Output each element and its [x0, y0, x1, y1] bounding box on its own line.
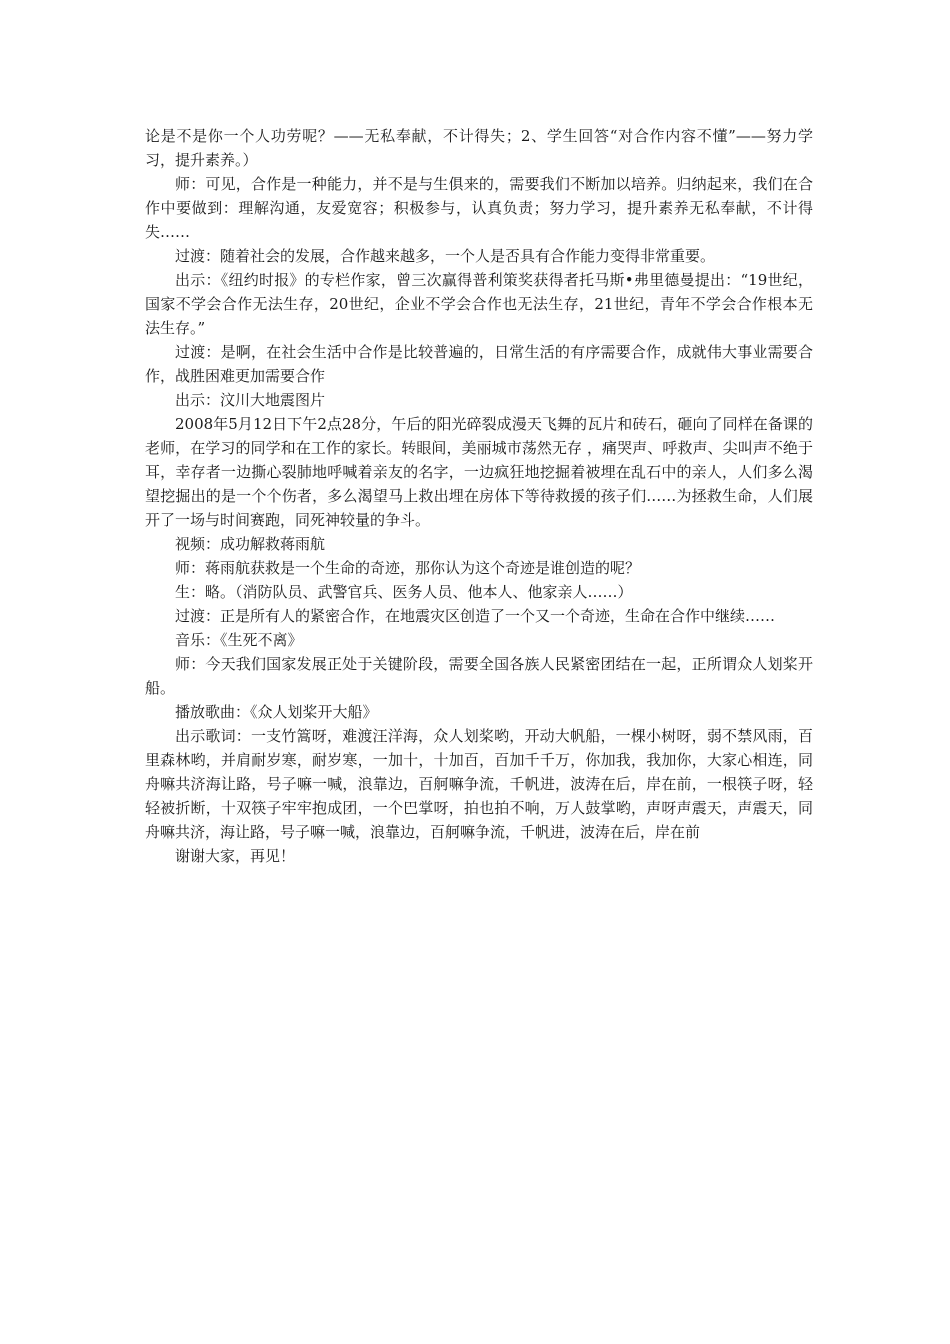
- paragraph-3: 过渡：随着社会的发展，合作越来越多，一个人是否具有合作能力变得非常重要。: [175, 247, 716, 265]
- paragraph-6: 出示：汶川大地震图片: [175, 391, 326, 409]
- paragraph-15: 出示歌词：一支竹篙呀，难渡汪洋海，众人划桨哟，开动大帆船，一棵小树呀，弱不禁风雨，百里森林哟，并肩耐岁寒，耐岁寒，一加十，十加百，百加千千万，你加我，我加你，大家心相连，同舟嘛共济海让路，号子嘛一喊，浪靠边，百舸嘛争流，千帆进，波涛在后，岸在前，一根筷子呀，轻轻被折断，十双筷子牢牢抱成团，一个巴掌呀，拍也拍不响，万人鼓掌哟，声呀声震天，声震天，同舟嘛共济，海让路，号子嘛一喊，浪靠边，百舸嘛争流，千帆进，波涛在后，岸在前: [145, 727, 813, 841]
- paragraph-4: 出示：《纽约时报》的专栏作家，曾三次赢得普利策奖获得者托马斯•弗里德曼提出：“19世纪，国家不学会合作无法生存，20世纪，企业不学会合作也无法生存，21世纪，青年不学会合作根本无法生存。”: [145, 271, 813, 337]
- paragraph-9: 师：蒋雨航获救是一个生命的奇迹，那你认为这个奇迹是谁创造的呢？: [175, 559, 641, 577]
- paragraph-12: 音乐：《生死不离》: [175, 631, 303, 649]
- paragraph-10: 生：略。（消防队员、武警官兵、医务人员、他本人、他家亲人……）: [175, 583, 633, 601]
- paragraph-16: 谢谢大家，再见！: [175, 847, 296, 865]
- paragraph-11: 过渡：正是所有人的紧密合作，在地震灾区创造了一个又一个奇迹，生命在合作中继续……: [175, 607, 776, 625]
- paragraph-8: 视频：成功解救蒋雨航: [175, 535, 326, 553]
- document-body: [145, 124, 813, 868]
- paragraph-1: 论是不是你一个人功劳呢？——无私奉献，不计得失；2、学生回答“对合作内容不懂”——努力学习，提升素养。）: [145, 127, 813, 169]
- paragraph-5: 过渡：是啊，在社会生活中合作是比较普遍的，日常生活的有序需要合作，成就伟大事业需要合作，战胜困难更加需要合作: [145, 343, 813, 385]
- paragraph-2: 师：可见，合作是一种能力，并不是与生俱来的，需要我们不断加以培养。归纳起来，我们在合作中要做到：理解沟通，友爱宽容；积极参与，认真负责；努力学习，提升素养无私奉献，不计得失……: [145, 175, 813, 241]
- paragraph-14: 播放歌曲：《众人划桨开大船》: [175, 703, 378, 721]
- paragraph-7: 2008年5月12日下午2点28分，午后的阳光碎裂成漫天飞舞的瓦片和砖石，砸向了同样在备课的老师，在学习的同学和在工作的家长。转眼间，美丽城市荡然无存 ，痛哭声、呼救声、尖叫声不绝于耳，幸存者一边撕心裂肺地呼喊着亲友的名字，一边疯狂地挖掘着被埋在乱石中的亲人，人们多么渴望挖掘出的是一个个伤者，多么渴望马上救出埋在房体下等待救援的孩子们……为拯救生命，人们展开了一场与时间赛跑，同死神较量的争斗。: [145, 415, 813, 529]
- paragraph-13: 师：今天我们国家发展正处于关键阶段，需要全国各族人民紧密团结在一起，正所谓众人划桨开船。: [145, 655, 813, 697]
